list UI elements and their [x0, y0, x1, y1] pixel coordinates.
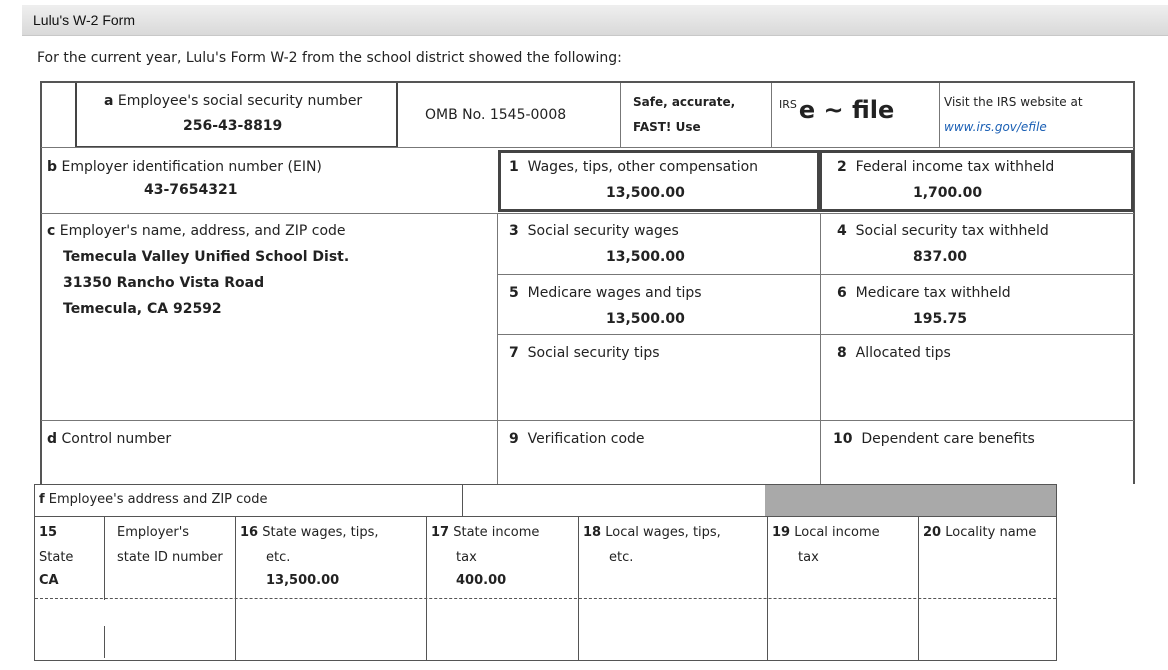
divider — [939, 83, 940, 147]
state-income-tax-value: 400.00 — [456, 573, 507, 588]
box-d-label: d Control number — [47, 431, 172, 447]
col-15-num: 15 — [39, 525, 58, 540]
col-20-label: 20 Locality name — [923, 525, 1037, 540]
col-19-label: 19 Local income — [772, 525, 880, 540]
col-18-label-line2: etc. — [609, 550, 634, 565]
employer-name: Temecula Valley Unified School Dist. — [63, 249, 350, 265]
divider — [426, 516, 427, 661]
box-6-value: 195.75 — [913, 311, 968, 327]
box-b-value: 43-7654321 — [144, 182, 238, 198]
divider — [918, 516, 919, 661]
box-b-label: b Employer identification number (EIN) — [47, 159, 322, 175]
col-19-label-line2: tax — [798, 550, 819, 565]
col-15-label: State — [39, 550, 74, 565]
state-wages-value: 13,500.00 — [266, 573, 340, 588]
box-8-label: 8 Allocated tips — [837, 345, 951, 361]
box-1-value: 13,500.00 — [606, 185, 685, 201]
omb-number: OMB No. 1545-0008 — [425, 107, 567, 123]
col-18-label: 18 Local wages, tips, — [583, 525, 721, 540]
divider — [41, 420, 1134, 421]
window-title-bar — [22, 5, 1168, 36]
box-10-label: 10 Dependent care benefits — [833, 431, 1035, 447]
box-3-value: 13,500.00 — [606, 249, 685, 265]
divider — [497, 274, 1134, 275]
divider — [41, 213, 1134, 214]
col-16-label: 16 State wages, tips, — [240, 525, 379, 540]
divider — [497, 334, 1134, 335]
divider — [767, 516, 768, 661]
grey-shaded-area — [765, 485, 1056, 516]
box-6-label: 6 Medicare tax withheld — [837, 285, 1011, 301]
divider — [497, 213, 498, 484]
box-f-label: f Employee's address and ZIP code — [39, 492, 268, 507]
box-a-value: 256-43-8819 — [183, 118, 283, 134]
box-2-label: 2 Federal income tax withheld — [837, 159, 1055, 175]
divider — [104, 516, 105, 658]
employer-street: 31350 Rancho Vista Road — [63, 275, 265, 291]
col-17-label: 17 State income — [431, 525, 540, 540]
window-title: Lulu's W-2 Form — [33, 12, 135, 28]
emp-state-id-line2: state ID number — [117, 550, 223, 565]
col-17-label-line2: tax — [456, 550, 477, 565]
intro-text: For the current year, Lulu's Form W-2 from the school district showed the following: — [37, 50, 622, 66]
emp-state-id-line1: Employer's — [117, 525, 190, 540]
box-1-label: 1 Wages, tips, other compensation — [509, 159, 759, 175]
box-3-label: 3 Social security wages — [509, 223, 679, 239]
divider — [620, 83, 621, 147]
divider — [820, 213, 821, 484]
divider — [578, 516, 579, 661]
box-9-label: 9 Verification code — [509, 431, 645, 447]
box-7-label: 7 Social security tips — [509, 345, 660, 361]
state-value: CA — [39, 573, 59, 588]
box-a-label: a Employee's social security number — [104, 93, 363, 109]
box-2-value: 1,700.00 — [913, 185, 983, 201]
divider-gap — [102, 600, 107, 626]
safe-line2: FAST! Use — [633, 120, 701, 134]
divider — [35, 516, 1056, 517]
visit-text: Visit the IRS website at — [944, 95, 1083, 109]
box-5-label: 5 Medicare wages and tips — [509, 285, 702, 301]
box-4-value: 837.00 — [913, 249, 968, 265]
divider — [235, 516, 236, 661]
divider — [41, 147, 1134, 148]
efile-logo: $^{IRS}$e ~ file — [779, 96, 895, 124]
irs-efile-link[interactable]: www.irs.gov/efile — [944, 120, 1047, 134]
dashed-separator — [35, 598, 1056, 599]
divider — [462, 485, 463, 516]
box-c-label: c Employer's name, address, and ZIP code — [47, 223, 346, 239]
col-16-label-line2: etc. — [266, 550, 291, 565]
box-4-label: 4 Social security tax withheld — [837, 223, 1049, 239]
divider — [771, 83, 772, 147]
safe-line1: Safe, accurate, — [633, 95, 736, 109]
box-5-value: 13,500.00 — [606, 311, 685, 327]
employer-city: Temecula, CA 92592 — [63, 301, 222, 317]
